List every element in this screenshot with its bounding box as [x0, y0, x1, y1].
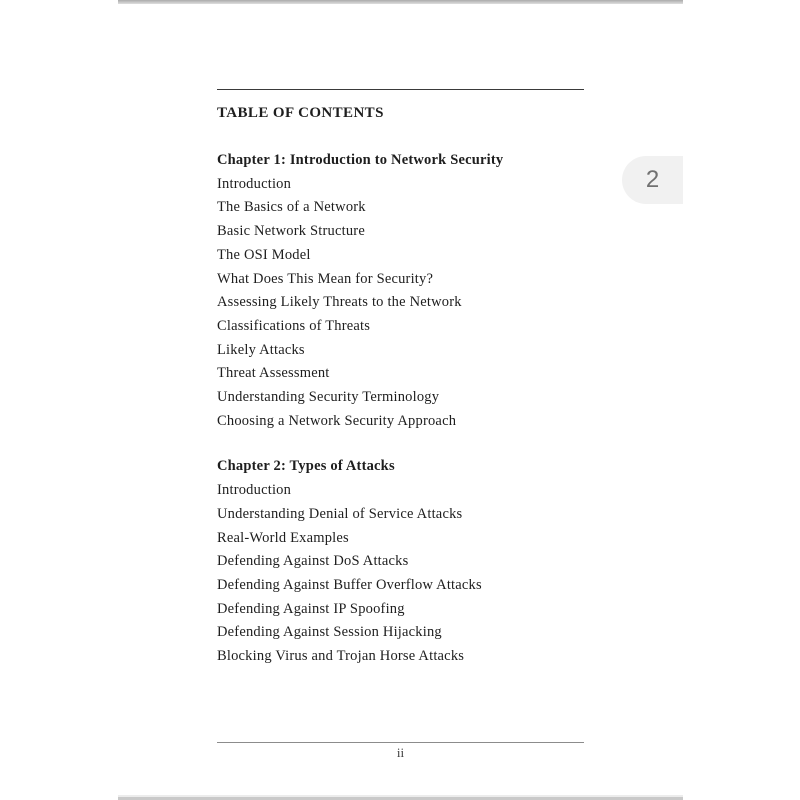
toc-entry[interactable]: Defending Against IP Spoofing	[217, 600, 405, 617]
toc-entry[interactable]: Understanding Denial of Service Attacks	[217, 505, 463, 522]
header-rule	[217, 89, 584, 90]
folio-page-number: ii	[396, 745, 405, 760]
toc-entry[interactable]: The OSI Model	[217, 246, 311, 263]
next-page-edge	[118, 795, 683, 800]
toc-entry[interactable]: Defending Against Buffer Overflow Attacks	[217, 576, 482, 593]
page-content	[118, 89, 683, 669]
toc-entry[interactable]: Classifications of Threats	[217, 317, 371, 334]
toc-entry[interactable]: Likely Attacks	[217, 341, 305, 358]
toc-entry[interactable]: Assessing Likely Threats to the Network	[217, 294, 462, 311]
footer-rule	[217, 742, 584, 743]
toc-section	[217, 455, 584, 668]
toc-entry[interactable]: Threat Assessment	[217, 365, 330, 382]
toc-entry[interactable]: Introduction	[217, 482, 292, 499]
toc-entry[interactable]: Basic Network Structure	[217, 223, 365, 240]
page-position-badge[interactable]	[622, 156, 683, 204]
toc-entry[interactable]: What Does This Mean for Security?	[217, 270, 434, 287]
toc-entry[interactable]: Introduction	[217, 175, 292, 192]
toc-entry[interactable]: Defending Against DoS Attacks	[217, 553, 409, 570]
page-title: TABLE OF CONTENTS	[217, 105, 384, 121]
toc-sections	[217, 149, 584, 669]
toc-entry[interactable]: Blocking Virus and Trojan Horse Attacks	[217, 648, 465, 665]
toc-chapter-heading[interactable]: Chapter 2: Types of Attacks	[217, 458, 395, 475]
toc-chapter-heading[interactable]: Chapter 1: Introduction to Network Security	[217, 152, 504, 168]
toc-entry[interactable]: Understanding Security Terminology	[217, 389, 440, 406]
toc-entry[interactable]: Choosing a Network Security Approach	[217, 412, 457, 429]
toc-entry[interactable]: Real-World Examples	[217, 529, 349, 546]
toc-entry[interactable]: The Basics of a Network	[217, 199, 366, 216]
toc-section	[217, 149, 584, 433]
toc-entry[interactable]: Defending Against Session Hijacking	[217, 624, 442, 641]
page-position-number: 2	[645, 166, 660, 193]
book-page	[118, 4, 683, 795]
